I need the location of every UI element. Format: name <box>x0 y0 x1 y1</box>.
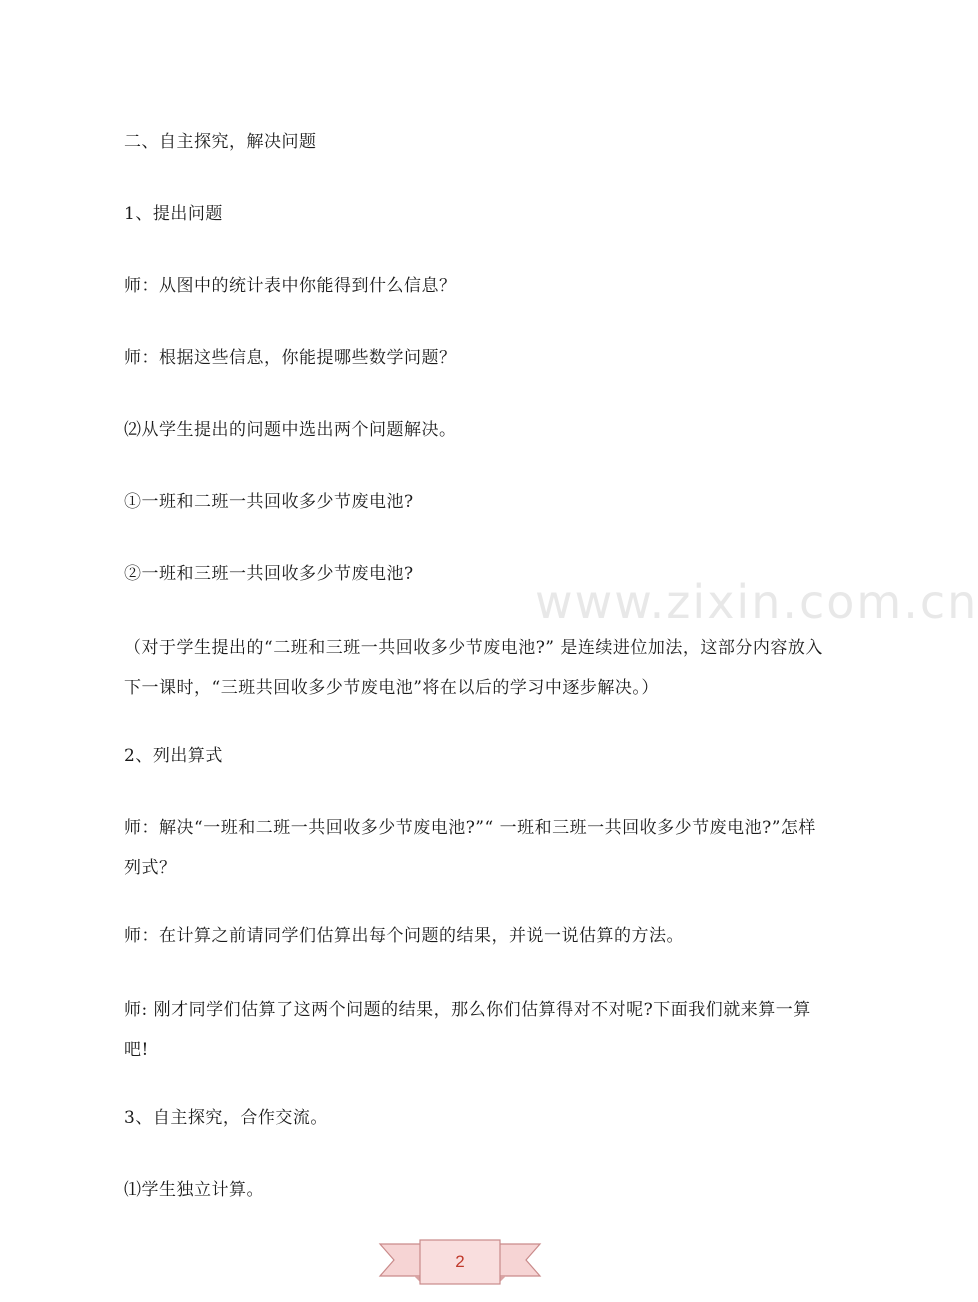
paragraph <box>88 990 833 1070</box>
paragraph-text: 师: 刚才同学们估算了这两个问题的结果，那么你们估算得对不对呢?下面我们就来算一算吧! <box>124 1000 811 1060</box>
watermark: www.zixin.com.cn <box>535 575 978 629</box>
paragraph <box>88 808 833 888</box>
subsection-heading: 2、列出算式 <box>124 746 223 766</box>
paragraph-text: （对于学生提出的“二班和三班一共回收多少节废电池?” 是连续进位加法，这部分内容放入下一课时，“三班共回收多少节废电池”将在以后的学习中逐步解决。） <box>124 638 823 698</box>
section-heading: 二、自主探究，解决问题 <box>124 132 317 152</box>
paragraph: ②一班和三班一共回收多少节废电池? <box>124 564 414 584</box>
paragraph: ⑵从学生提出的问题中选出两个问题解决。 <box>124 420 457 440</box>
page-number: 2 <box>455 1252 465 1271</box>
subsection-heading: 1、提出问题 <box>124 204 223 224</box>
subsection-heading: 3、自主探究，合作交流。 <box>124 1108 328 1128</box>
paragraph: 师：从图中的统计表中你能得到什么信息？ <box>124 276 457 296</box>
paragraph: 师：根据这些信息，你能提哪些数学问题？ <box>124 348 457 368</box>
paragraph: 师：在计算之前请同学们估算出每个问题的结果，并说一说估算的方法。 <box>124 926 684 946</box>
paragraph: ⑴学生独立计算。 <box>124 1180 264 1200</box>
paragraph-note <box>88 628 833 708</box>
paragraph: ①一班和二班一共回收多少节废电池? <box>124 492 414 512</box>
paragraph-text: 师：解决“一班和二班一共回收多少节废电池?”“ 一班和三班一共回收多少节废电池?”怎样列式？ <box>124 818 816 878</box>
